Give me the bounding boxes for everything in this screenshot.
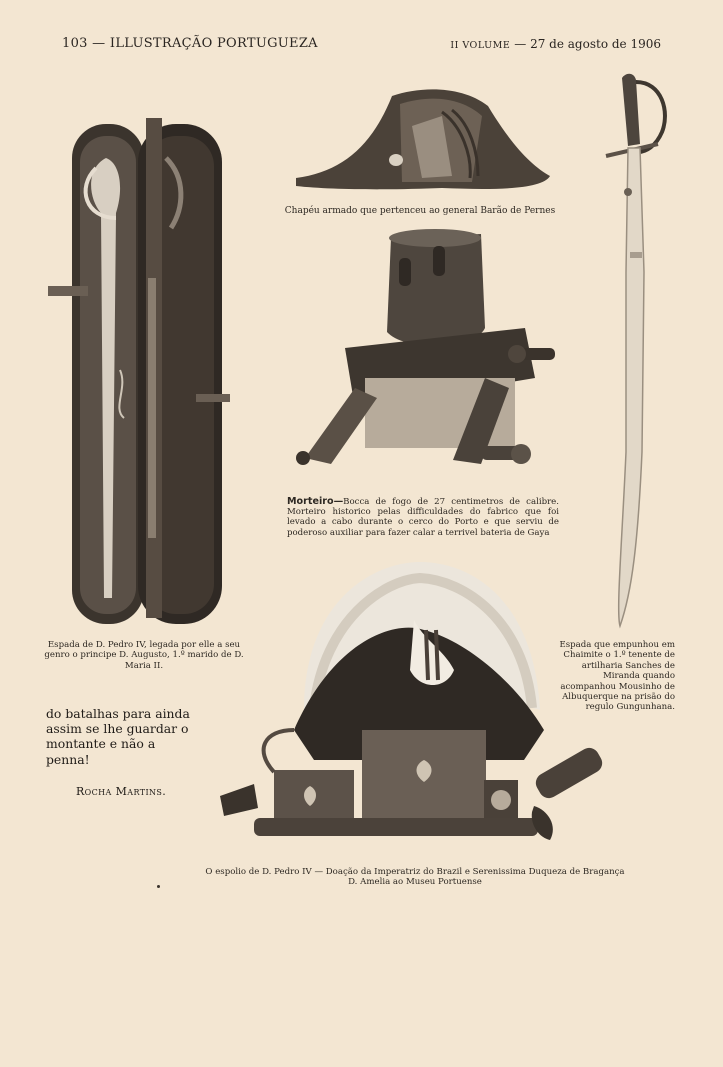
page-header-title: 103 — ILLUSTRAÇÃO PORTUGUEZA [62,36,318,51]
hat-figure [292,86,554,196]
hat-caption: Chapéu armado que pertenceu ao general Barão de Pernes [284,206,556,216]
mortar-caption [287,497,559,538]
page-header-date [450,37,661,51]
sabre-caption: Espada que empunhou em Chaimite o 1.º tenente de artilharia Sanches de Miranda quando acompanhou Mousinho de Albuquerque na prisão do regulo Gungunhana. [559,640,675,713]
relics-illustration [214,560,624,860]
sword-case-caption: Espada de D. Pedro IV, legada por elle a seu genro o principe D. Augusto, 1.º marido de D. Maria II. [44,640,244,671]
relics-caption: O espolio de D. Pedro IV — Doação da Imperatriz do Brazil e Serenissima Duqueza de Bragança D. Amelia ao Museu Portuense [205,867,625,888]
mortar-figure [295,228,557,490]
volume-label: II VOLUME [450,40,511,51]
ink-dot [157,885,160,888]
sword-case-illustration [46,118,246,630]
mortar-illustration [295,228,557,490]
hat-illustration [292,86,554,196]
sword-case-figure [46,118,246,630]
article-author: Rocha Martins. [76,785,167,798]
sabre-illustration [602,72,672,632]
mortar-caption-lead: Morteiro— [287,496,344,507]
sabre-figure [602,72,672,632]
relics-figure [214,560,624,860]
date-label: — 27 de agosto de 1906 [514,37,661,51]
mortar-caption-text: Bocca de fogo de 27 centimetros de calibre. Morteiro historico pelas difficuldades do fabrico que foi levado a cabo durante o cerco do Porto e que serviu de poderoso auxiliar para fazer calar a terrivel bateria de Gaya [287,497,559,538]
article-text: do batalhas para ainda assim se lhe guardar o montante e não a penna! [46,706,190,767]
